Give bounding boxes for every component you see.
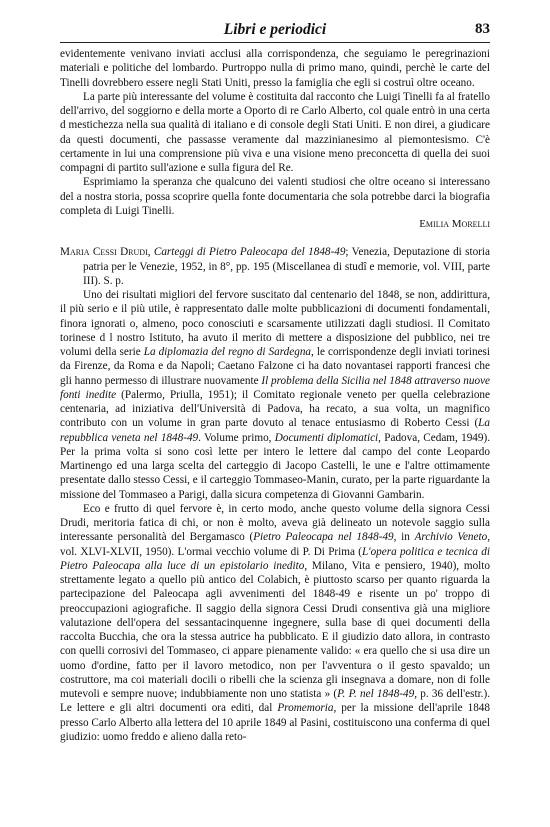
text-run: (Palermo, Priulla, 1951); il Comitato regionale veneto per quella celebrazione centenaria, ad iniziativa dell'Università di Padova, ha recato, a sua volta, un magnifico contributo con un volume in gran parte dovuto al tenace entusiasmo di Roberto Cessi ( (60, 388, 490, 430)
running-header (60, 20, 490, 43)
text-run: , le corrispondenze degli inviati torinesi da Firenze, da Roma e da Napoli; Caetano Falzone ci ha dato novantasei rapporti francesi che gli hanno permesso di illustrare nuovamente (60, 346, 490, 387)
text-run: Uno dei risultati migliori del fervore suscitato dal centenario del 1848, se non, addirittura, il più serio e il più utile, è rappresentato dalle molte pubblicazioni di documenti fondamentali, finora ignorati o, almeno, poco conosciuti e scarsamente utilizzati dagli studiosi. Il Comitato torinese d l nostro Istituto, ha avuto il merito di mettere a disposizione del pubblico, nei tre volumi della serie (60, 289, 490, 358)
text-run: , vol. XLVI-XLVII, 1950). L'ormai vecchio volume di P. Di Prima ( (60, 531, 490, 558)
text-column (60, 47, 490, 744)
text-run: , p. 36 dell'estr.). Le lettere e gli altri documenti ora editi, dal (60, 688, 490, 715)
italic-title: Archivio Veneto (414, 531, 488, 544)
review-author: Maria Cessi Drudi (60, 246, 148, 259)
text-run: Eco e frutto di quel fervore è, in certo modo, anche questo volume della signora Cessi Drudi, meritoria fatica di chi, or non è molto, aveva già delineato un notevole saggio sulla interessante personalità del Bergamasco ( (60, 502, 490, 544)
reviewer-signature: Emilia Morelli (419, 218, 490, 230)
italic-title: P. P. nel 1848-49 (337, 688, 415, 700)
italic-title: Il problema della Sicilia nel 1848 attraverso nuove fonti inedite (60, 374, 490, 401)
paragraph-continuation: evidentemente venivano inviati acclusi alla corrispondenza, che seguiamo le peregrinazioni materiali e politiche del lombardo. Purtroppo nulla di primo mano, quindi, perchè le carte del Tinelli dovrebbero essere negli Stati Uniti, presso la famiglia che egli si costruì oltre oceano. (60, 48, 490, 89)
review-book-title: Carteggi di Pietro Paleocapa del 1848-49 (153, 246, 346, 259)
running-title: Libri e periodici (223, 21, 327, 38)
paragraph-cessi-drudi-volume (60, 502, 490, 744)
paragraph-centenary-publications (60, 288, 490, 502)
italic-title: L'opera politica e tecnica di Pietro Paleocapa alla luce di un epistolario inedito (60, 545, 490, 572)
review-citation: Maria Cessi Drudi, Carteggi di Pietro Paleocapa del 1848-49; Venezia, Deputazione di storia patria per le Venezie, 1952, in 8°, pp. 195 (Miscellanea di studî e memorie, vol. VIII, parte III). S. p. (60, 246, 490, 287)
text-run: , Milano, Vita e pensiero, 1940), molto strettamente legato a quello più antico del Colabich, è piuttosto scarso per quanto riguarda la partecipazione del Paleocapa agli avvenimenti del 1848-49 e risente un po' troppo di preoccupazioni agiografiche. Il saggio della signora Cessi Drudi consentiva già una migliore valutazione dell'opera del sessantacinquenne ingegnere, sulla base di quei documenti della raccolta Bucchia, che ora la stessa autrice ha pubblicato. E il giudizio dato allora, in contrasto con quelli corrosivi del Tommaseo, ci appare pienamente valido: « era quello che si usa dire un uomo d'ordine, fatto per il lavoro metodico, non per l'avventura o il gesto spavaldo; un costruttore, ma coi materiali docili o ribelli che la scienza gli insegnava a domare, non di folle mutevoli e sempre nuove; indubbiamente non uno statista » ( (60, 559, 490, 700)
text-run: , per la missione dell'aprile 1848 presso Carlo Alberto alla lettera del 10 aprile 1849 al Pasini, costituiscono una conferma di quel giudizio: uomo freddo e alieno dalla reto- (60, 702, 490, 743)
paragraph-tinelli-account: La parte più interessante del volume è costituita dal racconto che Luigi Tinelli fa al fratello dell'arrivo, del soggiorno e della morte a Oporto di re Carlo Alberto, col quale entrò in una certa d mestichezza nella sua qualità di italiano e di console degli Stati Uniti. E non direi, a giudicare da questi documenti, che passasse veramente dal mazzinianesimo al piemontesismo. C'è certamente in lui una comprensione più viva e una visione meno preconcetta di quella dei suoi compagni di partito sull'azione e sulla figura del Re. (60, 90, 490, 174)
page-number: 83 (475, 21, 490, 37)
italic-title: La repubblica veneta nel 1848-49 (60, 417, 490, 444)
text-run: , Padova, Cedam, 1949). Per la prima volta si sono così lette per intero le lettere dal campo del conte Leopardo Martinengo ed una larga scelta del carteggio di Jacopo Castelli, le une e l'altre ottimamente presentate dallo stesso Cessi, e il carteggio Tommaseo-Manin, curato, per la parte riguardante la missione del Tommaseo a Parigi, dalla sicura competenza di Giovanni Gambarin. (60, 431, 490, 501)
italic-title: Pietro Paleocapa nel 1848-49 (253, 531, 394, 544)
text-run: , in (393, 531, 415, 544)
italic-title: Promemoria (277, 702, 334, 715)
review-publication-details: ; Venezia, Deputazione di storia patria per le Venezie, 1952, in 8°, pp. 195 (Miscellanea di studî e memorie, vol. VIII, parte III). S. p. (83, 246, 490, 287)
italic-title: Documenti diplomatici (274, 431, 379, 444)
italic-title: La diplomazia del regno di Sardegna (143, 346, 312, 358)
text-run: . Volume primo, (198, 431, 275, 444)
paragraph-closing-hope: Esprimiamo la speranza che qualcuno dei valenti studiosi che oltre oceano si interessano del a nostra storia, possa scoprire quella fonte documentaria che sola potrebbe darci la biografia completa di Luigi Tinelli. (60, 176, 490, 217)
